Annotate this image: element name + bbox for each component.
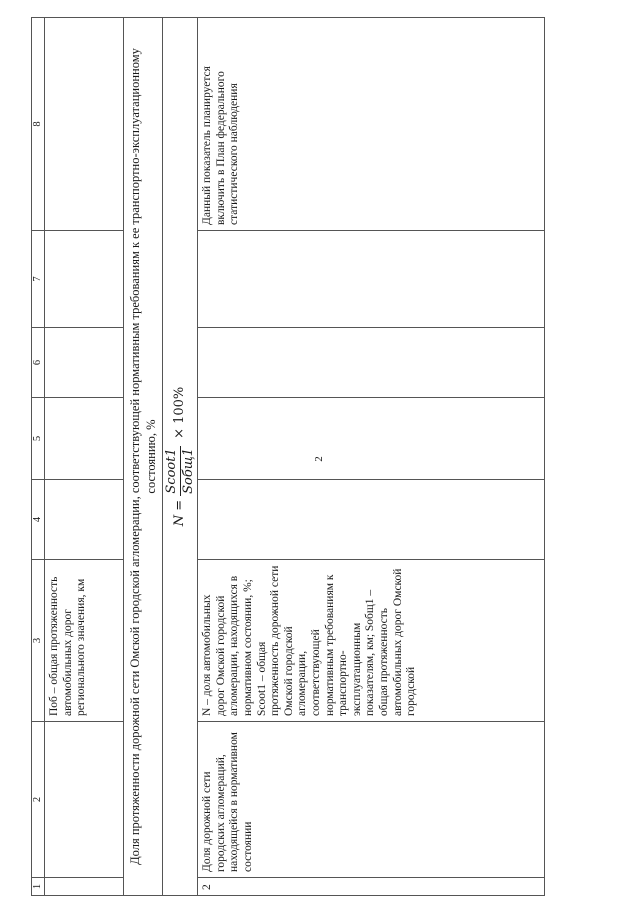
- formula-denominator: Sобщ1: [180, 447, 196, 494]
- column-number: 5: [32, 398, 45, 480]
- empty-cell: [198, 480, 545, 560]
- indicators-table: [31, 17, 545, 896]
- formula-row: [163, 18, 198, 896]
- table-row: [45, 18, 124, 896]
- empty-cell: [198, 398, 545, 480]
- column-number: 4: [32, 480, 45, 560]
- formula-lhs: N =: [172, 499, 188, 527]
- column-number: 8: [32, 18, 45, 231]
- table-row: [198, 18, 545, 896]
- column-number-row: [32, 18, 45, 896]
- empty-cell: [45, 231, 124, 328]
- formula-numerator: Scoot1: [164, 448, 179, 494]
- column-number: 7: [32, 231, 45, 328]
- note-cell: [45, 18, 124, 231]
- formula-fraction: [165, 446, 195, 496]
- formula-cell: [163, 18, 198, 896]
- description-cell: Поб – общая протяженность автомобильных дорог регионального значения, км: [45, 560, 124, 722]
- empty-cell: [45, 328, 124, 398]
- row-number-cell: 2: [198, 878, 545, 896]
- column-number: 1: [32, 878, 45, 896]
- empty-cell: [198, 328, 545, 398]
- description-cell: N – доля автомобильных дорог Омской городской агломерации, находящихся в нормативном состоянии, %; Scoot1 – общая протяженность дорожной сети Омской городской агломерации, соответствующей нормативным требованиям к транспортно-эксплуатационным показателям, км; Sобщ1 – общая протяженность автомобильных дорог Омской городской: [198, 560, 545, 722]
- note-cell: Данный показатель планируется включить в План федерального статистического наблюдения: [198, 18, 545, 231]
- landscape-table-container: [31, 18, 576, 896]
- column-number: 6: [32, 328, 45, 398]
- column-number: 3: [32, 560, 45, 722]
- empty-cell: [198, 231, 545, 328]
- row-number-cell: [45, 878, 124, 896]
- indicator-cell: Доля дорожной сети городских агломераций, находящейся в нормативном состоянии: [198, 722, 545, 878]
- section-title-row: [124, 18, 163, 896]
- empty-cell: [45, 398, 124, 480]
- indicator-cell: [45, 722, 124, 878]
- page-number: 2: [313, 456, 325, 462]
- formula-rest: × 100%: [172, 386, 188, 439]
- column-number: 2: [32, 722, 45, 878]
- empty-cell: [45, 480, 124, 560]
- section-title: Доля протяженности дорожной сети Омской городской агломерации, соответствующей нормативным требованиям к ее транспортно-эксплуатационному состоянию, %: [124, 18, 163, 896]
- rotated-page: [31, 18, 576, 896]
- formula: [165, 387, 195, 527]
